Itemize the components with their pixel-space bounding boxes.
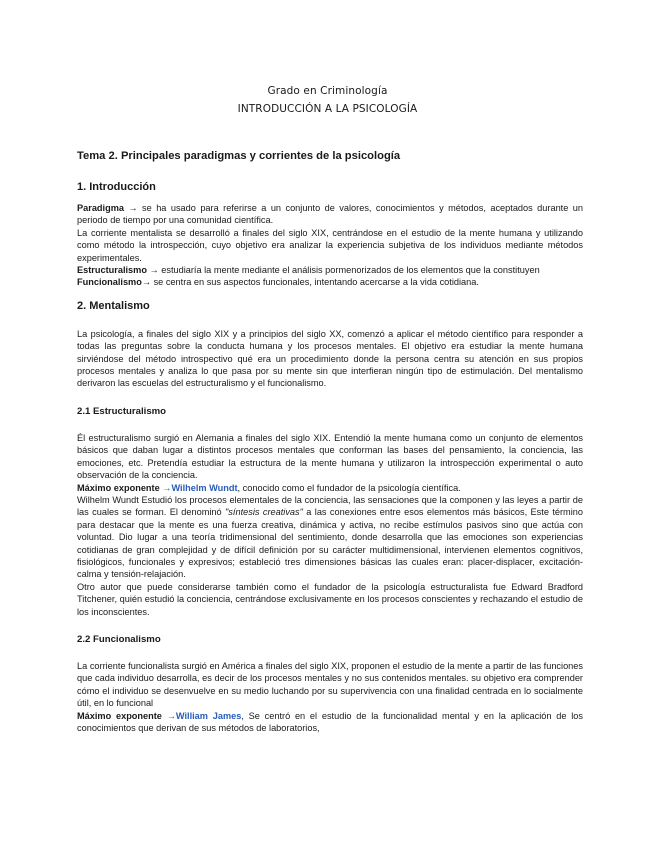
text: Wilhelm Wundt Estudió los procesos elementales de la conciencia, las sensaciones que la componen y las leyes a partir de las cuales se forman. El denominó: [77, 494, 583, 518]
paragraph: [77, 494, 583, 581]
term: Funcionalismo→: [77, 277, 152, 288]
document-body: [77, 150, 583, 734]
term: Estructuralismo →: [77, 265, 159, 276]
header-degree: Grado en Criminología: [267, 85, 388, 97]
section-heading-introduccion: 1. Introducción: [77, 181, 156, 193]
paragraph: [77, 482, 583, 494]
quoted-term: "síntesis creativas": [225, 507, 303, 518]
header-course: INTRODUCCIÓN A LA PSICOLOGÍA: [237, 103, 418, 115]
definition-text: se ha usado para referirse a un conjunto de valores, conocimientos y métodos, aceptados durante un periodo de tiempo por una comunidad científica.: [77, 203, 583, 226]
definition-text: estudiaría la mente mediante el análisis pormenorizados de los elementos que la constituyen: [158, 265, 540, 276]
paragraph: La corriente funcionalista surgió en América a finales del siglo XIX, proponen el estudio de la mente a partir de las funciones que cada individuo desarrolla, es decir de los procesos mentales y no sus contenidos mentales. su objetivo era comprender cómo el individuo se desenvuelve en su medio luchando por su supervivencia con una finalidad centrada en lo socialmente útil, en lo funcional: [77, 660, 583, 709]
paragraph: [77, 710, 583, 735]
paragraph: Él estructuralismo surgió en Alemania a finales del siglo XIX. Entendió la mente humana como un conjunto de elementos básicos que daban lugar a distintos procesos mentales que conforman las bases del pensamiento, la conciencia, las emociones, etc. Pretendía estudiar la estructura de la mente humana y utilizaron la introspección experimental o auto observación de la conciencia.: [77, 432, 583, 481]
paragraph: La psicología, a finales del siglo XIX y a principios del siglo XX, comenzó a aplicar el método científico para responder a todas las preguntas sobre la conducta humana y los procesos mentales. El objetivo era estudiar la mente humana sirviéndose del método introspectivo qué era un procedimiento donde la persona centra su atención en sus propios procesos mentales y analiza lo que pasa por su mente sin que interfieran ningún tipo de estimulación. Del mentalismo derivaron las escuelas del estructuralismo y el funcionalismo.: [77, 328, 583, 389]
author-name: →William James: [166, 710, 242, 721]
paragraph: [77, 202, 583, 227]
text: , Se centró en el estudio de la funcionalidad mental y en la aplicación de los conocimientos que derivan de sus métodos de laboratorios,: [77, 710, 583, 733]
section-heading-estructuralismo: 2.1 Estructuralismo: [77, 405, 167, 417]
term: Paradigma →: [77, 203, 138, 213]
paragraph: La corriente mentalista se desarrolló a finales del siglo XIX, centrándose en el estudio de la mente humana y utilizando como método la introspección, cuyo objetivo era analizar la experiencia subjetiva de los individuos mediante métodos experimentales.: [77, 227, 583, 263]
section-heading-funcionalismo: 2.2 Funcionalismo: [77, 633, 161, 645]
author-name: →Wilhelm Wundt: [162, 482, 238, 493]
text: a las conexiones entre esos elementos más básicos, Este término para destacar que la mente es una fuerza creativa, dinámica y activa, no recibe estímulos pasivos sino que actúa con voluntad. Dio lugar a una teoría tridimensional del sentimiento, donde desarrolla que las emociones son experiencias cotidianas de gran complejidad y de difícil definición por su carácter multidimensional, intervienen elementos cognitivos, fisiológicos, funcionales y expresivos; estableció tres dimensiones básicas las cuales eran: placer-displacer, excitación-calma y tensión-relajación.: [77, 507, 583, 580]
paragraph: [77, 276, 583, 288]
section-heading-mentalismo: 2. Mentalismo: [77, 299, 150, 312]
label: Máximo exponente: [77, 482, 163, 493]
paragraph: [77, 264, 583, 276]
page-title: Tema 2. Principales paradigmas y corrientes de la psicología: [77, 150, 401, 162]
label: Máximo exponente: [77, 710, 167, 721]
paragraph: Otro autor que puede considerarse también como el fundador de la psicología estructuralista fue Edward Bradford Titchener, quién estudió la conciencia, centrándose exclusivamente en los procesos conscientes y rechazando el estudio de los inconscientes.: [77, 581, 583, 617]
definition-text: se centra en sus aspectos funcionales, intentando acercarse a la vida cotidiana.: [151, 277, 479, 288]
text: , conocido como el fundador de la psicología científica.: [237, 482, 461, 493]
